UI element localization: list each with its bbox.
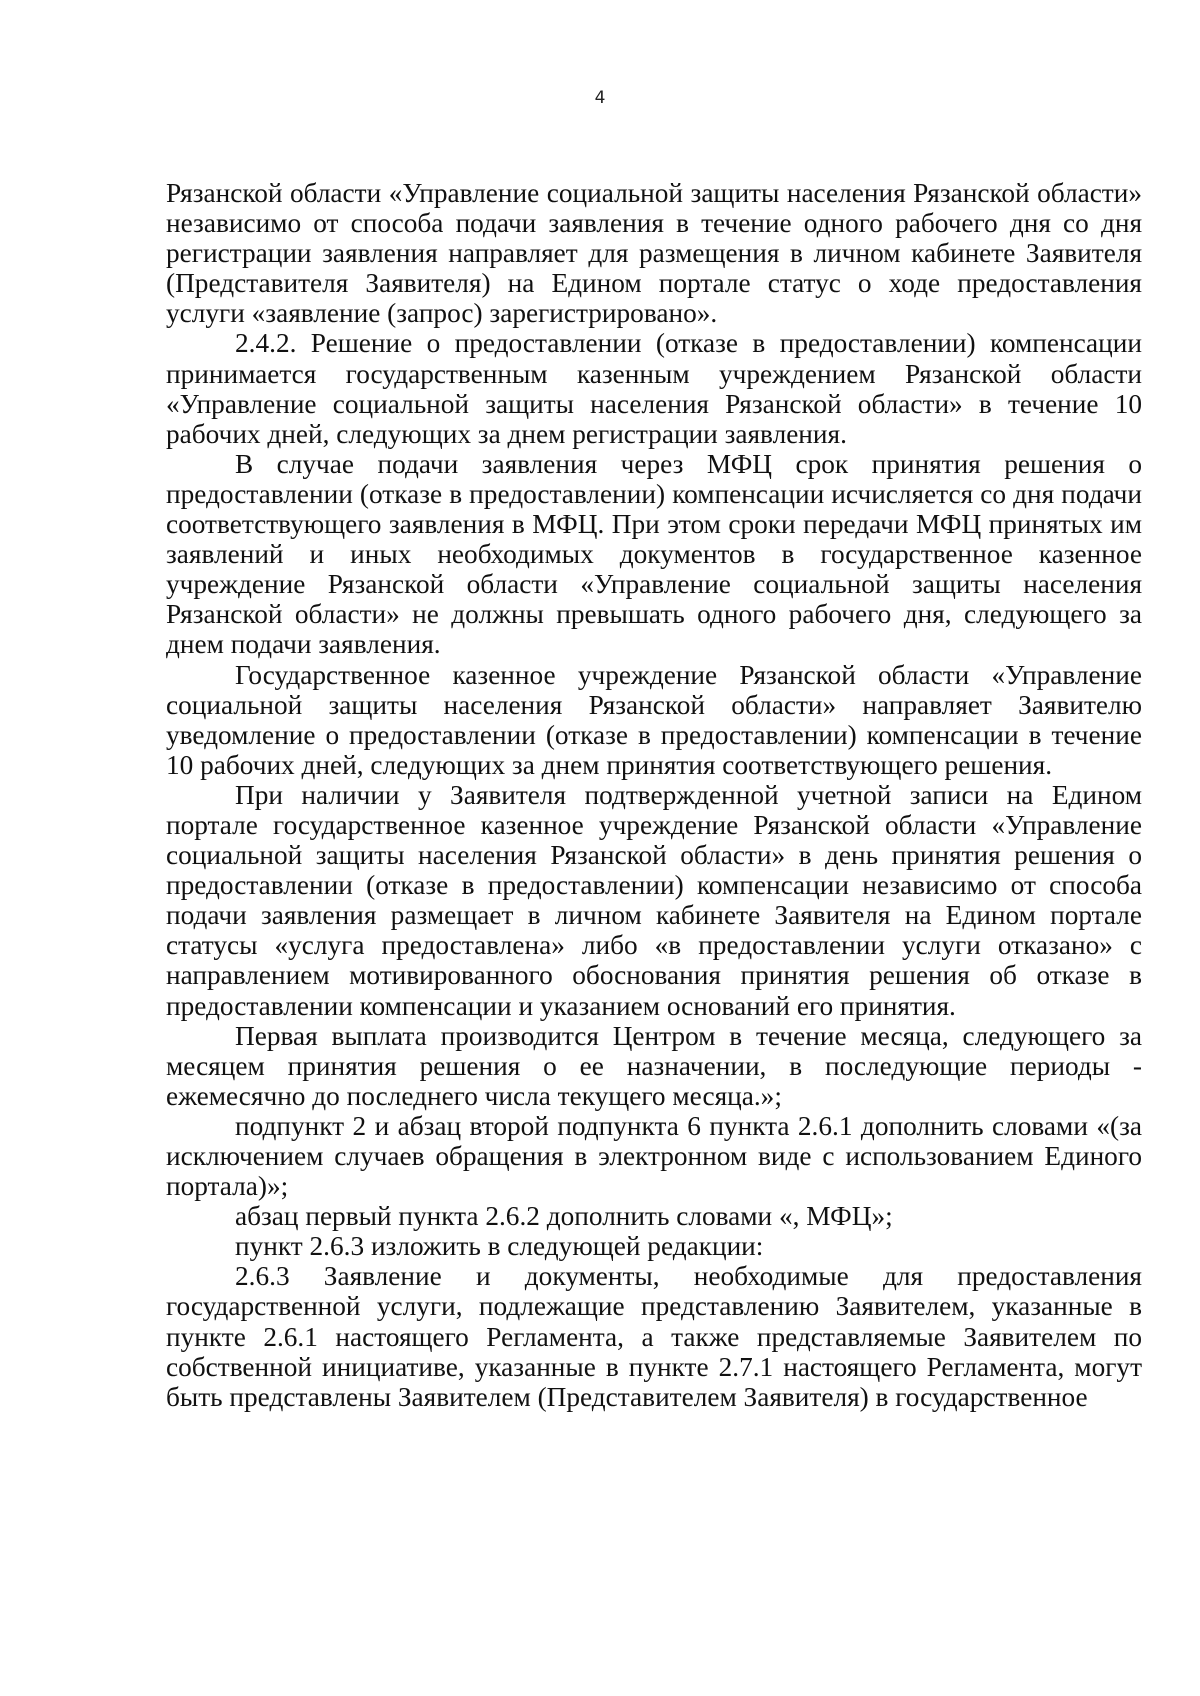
paragraph-continuation: Рязанской области «Управление социальной защиты населения Рязанской области» независимо от способа подачи заявления в течение одного рабочего дня со дня регистрации заявления направляет для размещения в личном кабинете Заявителя (Представителя Заявителя) на Едином портале статус о ходе предоставления услуги «заявление (запрос) зарегистрировано». (166, 178, 1142, 329)
paragraph-2-4-2: 2.4.2. Решение о предоставлении (отказе в предоставлении) компенсации принимается государственным казенным учреждением Рязанской области «Управление социальной защиты населения Рязанской области» в течение 10 рабочих дней, следующих за днем регистрации заявления. (166, 328, 1142, 449)
paragraph-first-payment: Первая выплата производится Центром в течение месяца, следующего за месяцем принятия решения о ее назначении, в последующие периоды - ежемесячно до последнего числа текущего месяца.»; (166, 1020, 1142, 1111)
paragraph-mfc-deadline: В случае подачи заявления через МФЦ срок принятия решения о предоставлении (отказе в предоставлении) компенсации исчисляется со дня подачи соответствующего заявления в МФЦ. При этом сроки передачи МФЦ принятых им заявлений и иных необходимых документов в государственное казенное учреждение Рязанской области «Управление социальной защиты населения Рязанской области» не должны превышать одного рабочего дня, следующего за днем подачи заявления. (166, 448, 1142, 660)
page-number: 4 (594, 88, 606, 108)
paragraph-notification: Государственное казенное учреждение Рязанской области «Управление социальной защиты населения Рязанской области» направляет Заявителю уведомление о предоставлении (отказе в предоставлении) компенсации в течение 10 рабочих дней, следующих за днем принятия соответствующего решения. (166, 659, 1142, 780)
paragraph-amend-2-6-1: подпункт 2 и абзац второй подпункта 6 пункта 2.6.1 дополнить словами «(за исключением случаев обращения в электронном виде с использованием Единого портала)»; (166, 1110, 1142, 1202)
paragraph-portal-status: При наличии у Заявителя подтвержденной учетной записи на Едином портале государственное казенное учреждение Рязанской области «Управление социальной защиты населения Рязанской области» в день принятия решения о предоставлении (отказе в предоставлении) компенсации независимо от способа подачи заявления размещает в личном кабинете Заявителя на Едином портале статусы «услуга предоставлена» либо «в предоставлении услуги отказано» с направлением мотивированного обоснования принятия решения об отказе в предоставлении компенсации и указанием оснований его принятия. (166, 779, 1142, 1021)
paragraph-amend-2-6-3-intro: пункт 2.6.3 изложить в следующей редакции: (235, 1231, 764, 1262)
paragraph-2-6-3: 2.6.3 Заявление и документы, необходимые для предоставления государственной услуги, подлежащие представлению Заявителем, указанные в пункте 2.6.1 настоящего Регламента, а также представляемые Заявителем по собственной инициативе, указанные в пункте 2.7.1 настоящего Регламента, могут быть представлены Заявителем (Представителем Заявителя) в государственное (166, 1261, 1142, 1412)
paragraph-amend-2-6-2: абзац первый пункта 2.6.2 дополнить словами «, МФЦ»; (235, 1201, 893, 1232)
document-body (166, 178, 1142, 1412)
